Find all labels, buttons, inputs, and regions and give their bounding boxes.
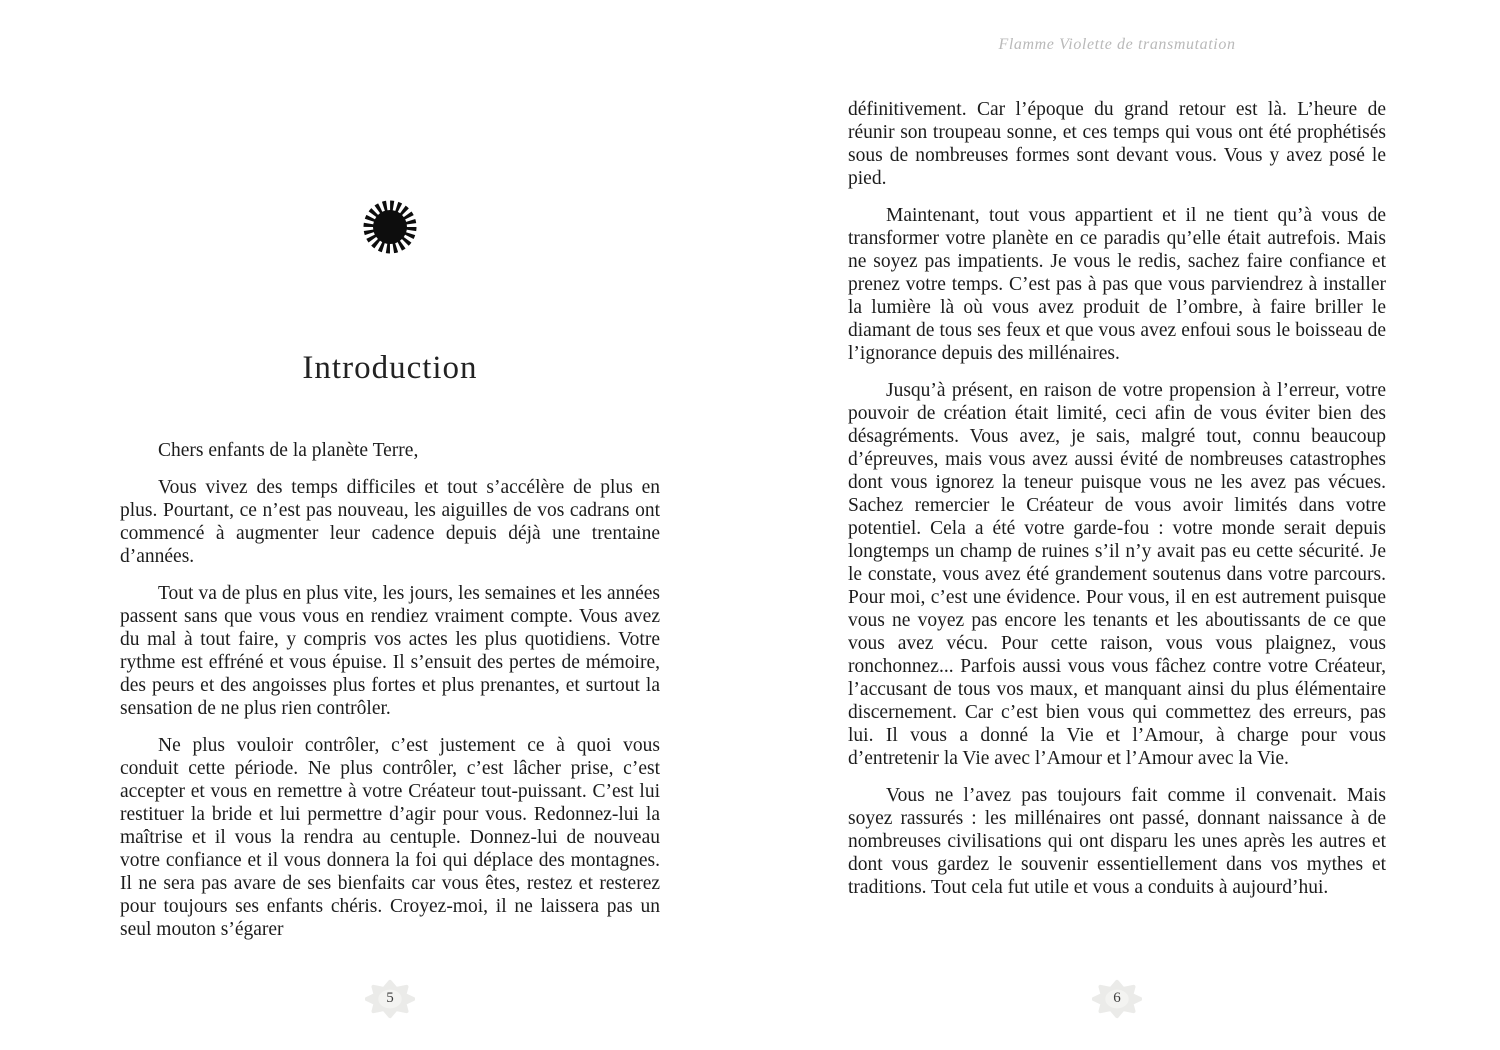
running-header: Flamme Violette de transmutation	[998, 36, 1236, 53]
page-number-medallion-icon	[1092, 977, 1142, 1021]
page-right	[848, 0, 1386, 1050]
paragraph: Maintenant, tout vous appartient et il ne tient qu’à vous de transformer votre planète en ce paradis qu’elle était autrefois. Mais ne soyez pas impatients. Je vous le redis, sachez faire confiance et prenez votre temps. C’est pas à pas que vous parviendrez à installer la lumière là où vous avez produit de l’ombre, à faire briller le diamant de tous ses feux et que vous avez enfoui sous le boisseau de l’ignorance depuis des millénaires.	[848, 205, 1386, 364]
left-page-body	[120, 439, 660, 941]
paragraph: Chers enfants de la planète Terre,	[158, 440, 419, 461]
page-number-medallion-icon	[365, 977, 415, 1021]
chapter-title: Introduction	[302, 350, 478, 386]
right-page-folio	[848, 977, 1386, 1021]
paragraph: Jusqu’à présent, en raison de votre propension à l’erreur, votre pouvoir de création était limité, ceci afin de vous éviter bien des désagréments. Vous avez, je sais, malgré tout, connu beaucoup d’épreuves, mais vous avez aussi évité de nombreuses catastrophes dont vous ignorez la teneur puisque vous ne les avez pas vécues. Sachez remercier le Créateur de vous avoir limités dans votre potentiel. Cela a été votre garde-fou : votre monde serait depuis longtemps un champ de ruines s’il n’y avait pas eu cette sécurité. Je le constate, vous avez été grandement soutenus dans votre parcours. Pour moi, c’est une évidence. Pour vous, il en est autrement puisque vous ne voyez pas encore les tenants et les aboutissants de ce que vous avez vécu. Pour cette raison, vous vous plaignez, vous ronchonnez... Parfois aussi vous vous fâchez contre votre Créateur, l’accusant de tous vos maux, et manquant ainsi du plus élémentaire discernement. Car c’est bien vous qui commettez des erreurs, pas lui. Il vous a donné la Vie et l’Amour, à charge pour vous d’entretenir la Vie avec l’Amour et l’Amour avec la Vie.	[848, 380, 1386, 769]
paragraph: Tout va de plus en plus vite, les jours, les semaines et les années passent sans que vous vous en rendiez vraiment compte. Vous avez du mal à tout faire, y compris vos actes les plus quotidiens. Votre rythme est effréné et vous épuise. Il s’ensuit des pertes de mémoire, des peurs et des angoisses plus fortes et plus prenantes, et surtout la sensation de ne plus rien contrôler.	[120, 583, 660, 719]
paragraph: Ne plus vouloir contrôler, c’est justement ce à quoi vous conduit cette période. Ne plus contrôler, c’est lâcher prise, c’est accepter et vous en remettre à votre Créateur tout-puissant. C’est lui restituer la bride et lui permettre d’agir pour vous. Redonnez-lui la maîtrise et il vous la rendra au centuple. Donnez-lui de nouveau votre confiance et il vous donnera la foi qui déplace des montagnes. Il ne sera pas avare de ses bienfaits car vous êtes, restez et resterez pour toujours ses enfants chéris. Croyez-moi, il ne laissera pas un seul mouton s’égarer	[120, 735, 660, 940]
sun-ornament-icon	[120, 198, 660, 256]
paragraph: définitivement. Car l’époque du grand retour est là. L’heure de réunir son troupeau sonne, et ces temps qui vous ont été prophétisés sous de nombreuses formes sont devant vous. Vous y avez posé le pied.	[848, 99, 1386, 189]
paragraph: Vous ne l’avez pas toujours fait comme il convenait. Mais soyez rassurés : les millénaires ont passé, donnant naissance à de nombreuses civilisations qui ont disparu les unes après les autres et dont vous gardez le souvenir essentiellement dans vos mythes et traditions. Tout cela fut utile et vous a conduits à aujourd’hui.	[848, 785, 1386, 898]
page-left	[120, 0, 660, 1050]
left-page-folio	[120, 977, 660, 1021]
page-number: 6	[1113, 989, 1121, 1006]
page-number: 5	[386, 989, 394, 1006]
right-page-body	[848, 98, 1386, 899]
paragraph: Vous vivez des temps difficiles et tout s’accélère de plus en plus. Pourtant, ce n’est pas nouveau, les aiguilles de vos cadrans ont commencé à augmenter leur cadence depuis déjà une trentaine d’années.	[120, 477, 660, 567]
